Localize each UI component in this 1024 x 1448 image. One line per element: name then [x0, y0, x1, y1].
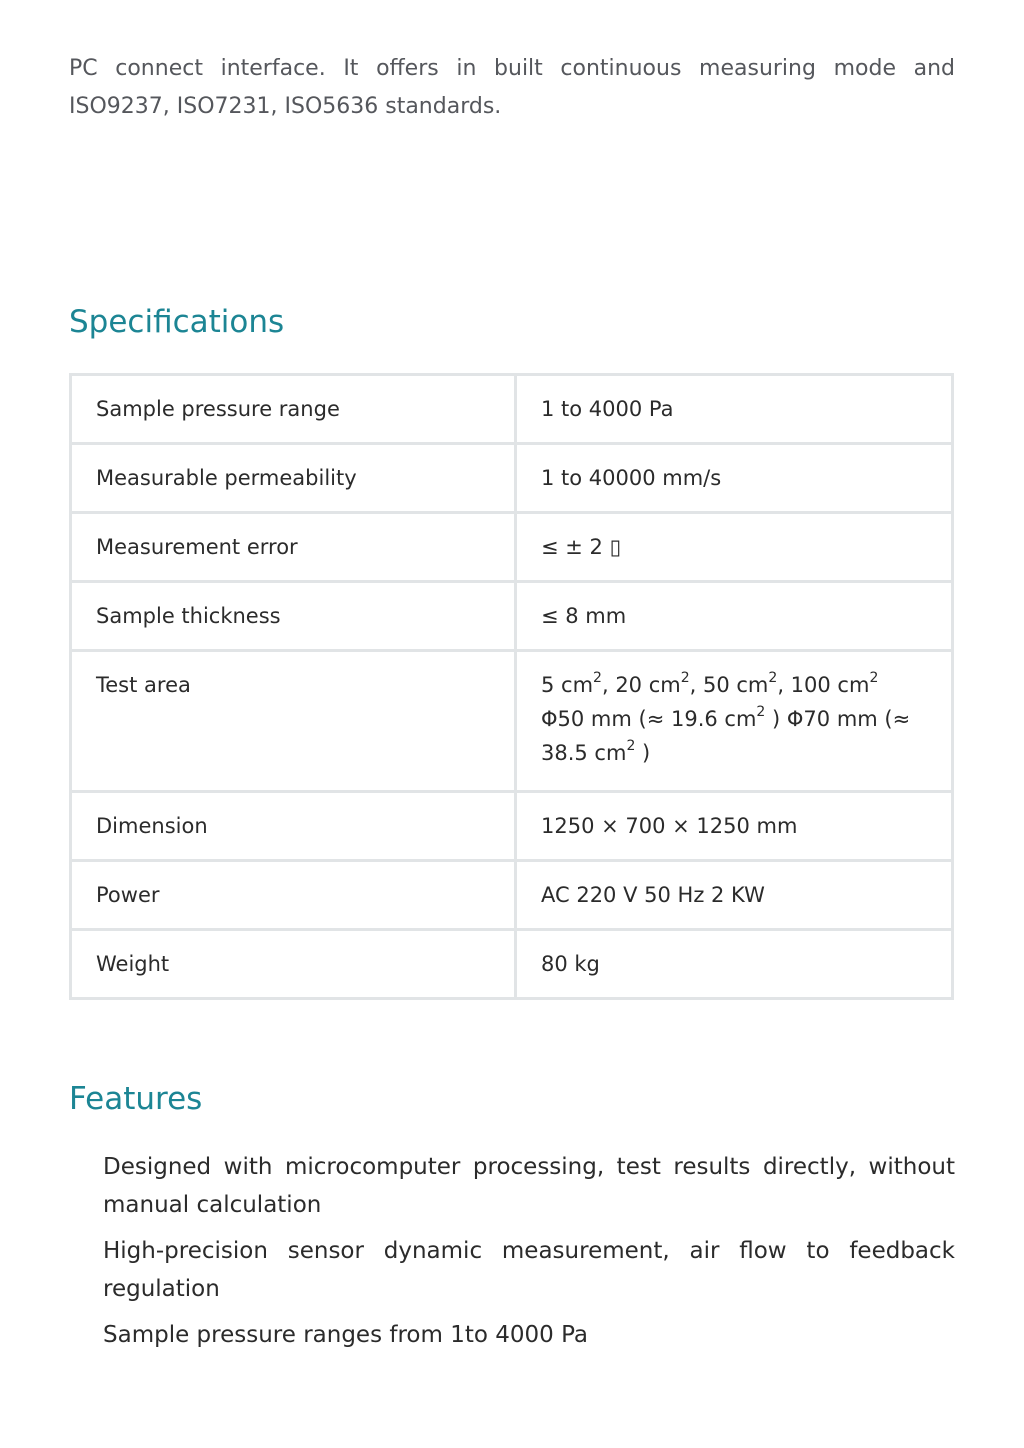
intro-paragraph	[69, 50, 955, 126]
spec-label: Measurable permeability	[71, 444, 516, 513]
intro-line-2: ISO9237, ISO7231, ISO5636 standards.	[69, 94, 502, 119]
spec-label: Sample pressure range	[71, 375, 516, 444]
spec-label: Weight	[71, 930, 516, 999]
spec-label: Dimension	[71, 792, 516, 861]
superscript: 2	[768, 670, 778, 686]
table-row	[71, 444, 953, 513]
table-row	[71, 375, 953, 444]
list-item: Designed with microcomputer processing, test results directly, without manual calculation	[103, 1154, 955, 1218]
spec-value: 1250 × 700 × 1250 mm	[516, 792, 953, 861]
test-area-text: , 20 cm	[601, 673, 681, 697]
spec-value: 1 to 4000 Pa	[516, 375, 953, 444]
test-area-text: )	[635, 741, 651, 765]
features-heading: Features	[69, 1081, 203, 1117]
list-item: Sample pressure ranges from 1to 4000 Pa	[103, 1322, 589, 1348]
intro-line-1: PC connect interface. It offers in built continuous measuring mode and	[69, 56, 955, 81]
test-area-text: ) Φ70 mm (≈ 38.5 cm	[541, 707, 911, 765]
specifications-table	[69, 373, 954, 1000]
superscript: 2	[756, 704, 766, 720]
specifications-heading: Specifications	[69, 304, 285, 340]
spec-value: 80 kg	[516, 930, 953, 999]
superscript: 2	[626, 738, 636, 754]
superscript: 2	[680, 670, 690, 686]
features-list	[103, 1148, 955, 1362]
test-area-text: , 50 cm	[689, 673, 769, 697]
spec-value: ≤ ± 2 ▯	[516, 513, 953, 582]
spec-label: Measurement error	[71, 513, 516, 582]
spec-value: ≤ 8 mm	[516, 582, 953, 651]
spec-label: Sample thickness	[71, 582, 516, 651]
test-area-text: 5 cm	[541, 673, 594, 697]
superscript: 2	[869, 670, 879, 686]
table-row	[71, 930, 953, 999]
table-row	[71, 582, 953, 651]
spec-label: Power	[71, 861, 516, 930]
spec-label: Test area	[71, 651, 516, 792]
list-item: High-precision sensor dynamic measurement, air flow to feedback regulation	[103, 1238, 955, 1302]
table-row	[71, 861, 953, 930]
spec-value: AC 220 V 50 Hz 2 KW	[516, 861, 953, 930]
test-area-text: , 100 cm	[777, 673, 870, 697]
spec-value-test-area	[516, 651, 953, 792]
test-area-text: Φ50 mm (≈ 19.6 cm	[541, 707, 757, 731]
table-row	[71, 513, 953, 582]
superscript: 2	[593, 670, 602, 686]
table-row	[71, 651, 953, 792]
table-row	[71, 792, 953, 861]
spec-value: 1 to 40000 mm/s	[516, 444, 953, 513]
